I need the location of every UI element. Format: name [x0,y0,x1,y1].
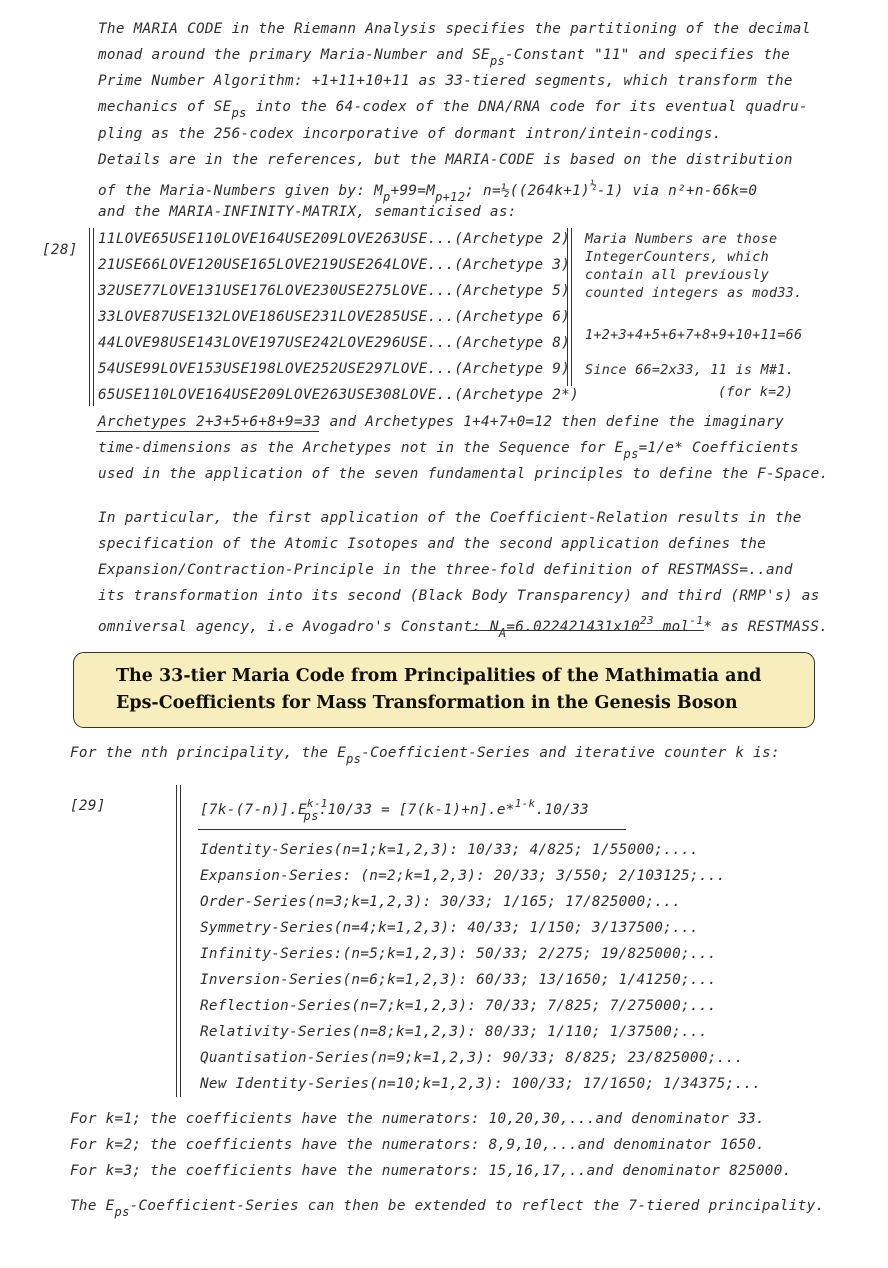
series-line: Relativity-Series(n=8;k=1,2,3): 80/33; 1/110; 1/37500;... [200,1024,708,1040]
series-line: Symmetry-Series(n=4;k=1,2,3): 40/33; 1/150; 3/137500;... [200,920,699,936]
nth-b: -Coefficient-Series and iterative counter k is: [361,745,780,761]
matrix-row: 33LOVE87USE132LOVE186USE231LOVE285USE...(Archetype 6) [98,309,571,325]
particular-line-3: Expansion/Contraction-Principle in the three-fold definition of RESTMASS=..and [98,562,793,578]
formula-sub: ps [303,809,319,823]
details-c: ; n= [465,183,501,199]
formula-sup: k-1 [306,797,328,810]
matrix-row: 44LOVE98USE143LOVE197USE242LOVE296USE...(Archetype 8) [98,335,571,351]
section-title-banner [73,652,815,728]
intro-line-4-a: mechanics of SE [98,99,232,115]
matrix-row: 65USE110LOVE164USE209LOVE263USE308LOVE..(Archetype 2*) [98,387,580,403]
matrix-row: 32USE77LOVE131USE176LOVE230USE275LOVE...(Archetype 5) [98,283,571,299]
matrix-row: 54USE99LOVE153USE198LOVE252USE297LOVE...(Archetype 9) [98,361,571,377]
equation-label-29: [29] [70,798,106,814]
intro-line-2-sub: ps [489,54,505,68]
details-line-2 [98,178,757,204]
details-line-3: and the MARIA-INFINITY-MATRIX, semanticised as: [98,204,517,220]
final-b: -Coefficient-Series can then be extended to reflect the 7-tiered principality. [129,1198,825,1214]
particular-line-2: specification of the Atomic Isotopes and the second application defines the [98,536,767,552]
nth-principality-line [70,745,780,766]
archetypes-line-2 [98,440,799,461]
details-sub-p12: p+12 [435,190,466,204]
series-left-bar-1 [176,785,177,1097]
k1-line: For k=1; the coefficients have the numerators: 10,20,30,...and denominator 33. [70,1111,765,1127]
avogadro-sub: A [498,626,507,640]
matrix-side-note-4: counted integers as mod33. [585,286,803,301]
nth-a: For the nth principality, the E [70,745,347,761]
details-half: ½ [500,183,510,199]
matrix-side-since: Since 66=2x33, 11 is M#1. [585,363,795,378]
formula-rule [198,829,626,830]
archetypes-l2-sub: ps [623,447,639,461]
matrix-side-note-1: Maria Numbers are those [585,232,778,247]
archetypes-line-1 [98,414,784,430]
particular-line-1: In particular, the first application of the Coefficient-Relation results in the [98,510,802,526]
final-a: The E [70,1198,115,1214]
banner-title-line-2: Eps-Coefficients for Mass Transformation in the Genesis Boson [116,693,738,713]
equation-label-28: [28] [42,242,78,258]
series-line: Expansion-Series: (n=2;k=1,2,3): 20/33; 3/550; 2/103125;... [200,868,726,884]
nth-sub: ps [346,752,362,766]
avogadro-sup: 23 [640,614,654,627]
matrix-side-note-2: IntegerCounters, which [585,250,769,265]
particular-line-4: its transformation into its second (Black Body Transparency) and third (RMP's) as [98,588,820,604]
intro-line-1: The MARIA CODE in the Riemann Analysis specifies the partitioning of the decimal [98,21,811,37]
matrix-side-sum: 1+2+3+4+5+6+7+8+9+10+11=66 [585,328,803,343]
details-e: -1) via n²+n-66k=0 [596,183,758,199]
details-line-1: Details are in the references, but the MARIA-CODE is based on the distribution [98,152,793,168]
avogadro-d: * as RESTMASS. [703,619,829,635]
archetypes-line-3: used in the application of the seven fundamental principles to define the F-Space. [98,466,829,482]
matrix-row: 11LOVE65USE110LOVE164USE209LOVE263USE...(Archetype 2) [98,231,571,247]
intro-line-2 [98,47,790,68]
formula-c: .10/33 [535,802,589,818]
avogadro-b: =6.022421431x10 [506,619,640,635]
final-line [70,1198,824,1219]
avogadro-a: omniversal agency, i.e Avogadro's Constant: N [98,619,499,635]
archetypes-underlined: Archetypes 2+3+5+6+8+9=33 [98,414,321,430]
archetypes-l2-b: =1/e* Coefficients [638,440,799,456]
series-line: Quantisation-Series(n=9;k=1,2,3): 90/33; 8/825; 23/825000;... [200,1050,744,1066]
intro-line-2-a: monad around the primary Maria-Number and SE [98,47,490,63]
formula-b: .10/33 = [7(k-1)+n].e* [318,802,515,818]
series-line: Infinity-Series:(n=5;k=1,2,3): 50/33; 2/275; 19/825000;... [200,946,717,962]
k3-line: For k=3; the coefficients have the numerators: 15,16,17,..and denominator 825000. [70,1163,792,1179]
series-line: Inversion-Series(n=6;k=1,2,3): 60/33; 13/1650; 1/41250;... [200,972,717,988]
avogadro-sup2: -1 [689,614,704,627]
archetypes-l2-a: time-dimensions as the Archetypes not in the Sequence for E [98,440,624,456]
series-line: Order-Series(n=3;k=1,2,3): 30/33; 1/165; 17/825000;... [200,894,682,910]
series-line: Reflection-Series(n=7;k=1,2,3): 70/33; 7/825; 7/275000;... [200,998,717,1014]
matrix-left-bar-1 [89,228,90,406]
matrix-row: 21USE66LOVE120USE165LOVE219USE264LOVE...(Archetype 3) [98,257,571,273]
k2-line: For k=2; the coefficients have the numerators: 8,9,10,...and denominator 1650. [70,1137,765,1153]
avogadro-underline [470,630,704,631]
intro-line-4-sub: ps [231,106,247,120]
details-sub-p: p [383,190,391,204]
particular-line-5 [98,614,828,640]
series-line: New Identity-Series(n=10;k=1,2,3): 100/33; 17/1650; 1/34375;... [200,1076,762,1092]
formula-a: [7k-(7-n)].E [200,802,307,818]
matrix-left-bar-2 [93,228,94,406]
final-sub: ps [114,1205,130,1219]
archetypes-rest: and Archetypes 1+4+7+0=12 then define the imaginary [320,414,784,430]
intro-line-5: pling as the 256-codex incorporative of dormant intron/intein-codings. [98,126,722,142]
archetypes-underline [96,431,319,432]
intro-line-3: Prime Number Algorithm: +1+11+10+11 as 33-tiered segments, which transform the [98,73,793,89]
details-d: ((264k+1) [509,183,590,199]
series-left-bar-2 [180,785,181,1097]
matrix-side-fork: (for k=2) [718,385,794,400]
coefficient-formula [200,797,589,823]
matrix-mid-bar-2 [571,228,572,386]
details-sup: ½ [589,178,597,191]
details-a: of the Maria-Numbers given by: M [98,183,384,199]
intro-line-2-b: -Constant "11" and specifies the [505,47,791,63]
series-line: Identity-Series(n=1;k=1,2,3): 10/33; 4/825; 1/55000;.... [200,842,699,858]
intro-line-4 [98,99,808,120]
details-b: +99=M [390,183,436,199]
banner-title-line-1: The 33-tier Maria Code from Principalities of the Mathimatia and [116,666,762,686]
intro-line-4-b: into the 64-codex of the DNA/RNA code for its eventual quadru- [246,99,808,115]
avogadro-c: mol [653,619,690,635]
formula-sup2: 1-k [514,797,536,810]
matrix-side-note-3: contain all previously [585,268,769,283]
